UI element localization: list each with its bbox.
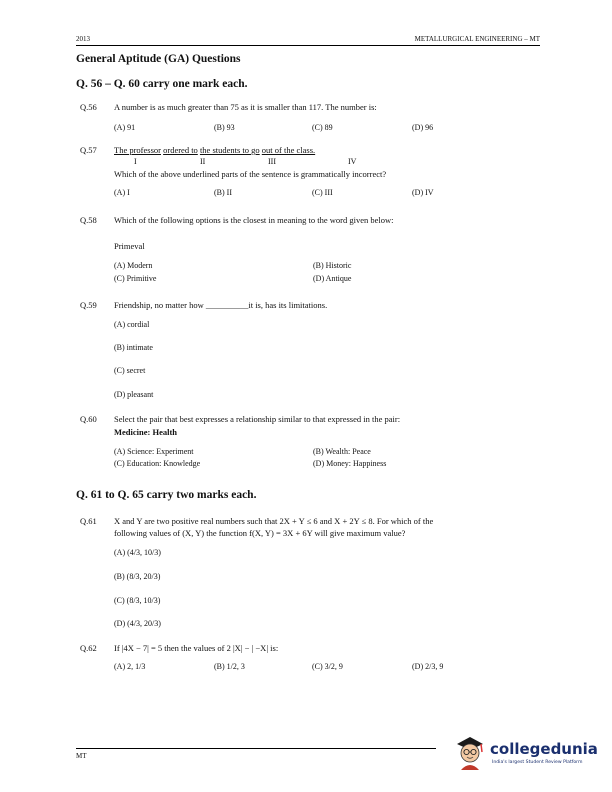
question-text-line-2: following values of (X, Y) the function f(X, Y) = 3X + 6Y will give maximum value? — [114, 528, 406, 538]
option-c: (C) (8/3, 10/3) — [114, 596, 161, 605]
option-a: (A) 91 — [114, 123, 136, 132]
numeral-1: I — [134, 157, 137, 166]
option-d: (D) (4/3, 20/3) — [114, 619, 161, 628]
option-d: (D) Antique — [313, 274, 352, 283]
header-paper: METALLURGICAL ENGINEERING – MT — [414, 35, 540, 43]
option-a: (A) 2, 1/3 — [114, 662, 146, 671]
option-b: (B) 93 — [214, 123, 235, 132]
header-rule — [76, 45, 540, 46]
section-marks-1: Q. 56 – Q. 60 carry one mark each. — [76, 78, 248, 90]
question-text: Which of the above underlined parts of the sentence is grammatically incorrect? — [114, 169, 387, 179]
option-b: (B) intimate — [114, 343, 153, 352]
numeral-4: IV — [348, 157, 357, 166]
option-a: (A) cordial — [114, 320, 150, 329]
option-c: (C) Education: Knowledge — [114, 459, 201, 468]
question-number: Q.57 — [80, 145, 97, 155]
question-number: Q.60 — [80, 414, 97, 424]
question-number: Q.58 — [80, 215, 97, 225]
section-title: General Aptitude (GA) Questions — [76, 53, 241, 65]
option-d: (D) IV — [412, 188, 434, 197]
question-text: Which of the following options is the closest in meaning to the word given below: — [114, 215, 394, 225]
underlined-part-4: out of the class. — [261, 145, 316, 155]
logo-wordmark: collegedunia — [490, 740, 598, 758]
option-b: (B) Historic — [313, 261, 352, 270]
question-text — [114, 300, 327, 310]
option-b: (B) Wealth: Peace — [313, 447, 371, 456]
question-text: Select the pair that best expresses a relationship similar to that expressed in the pair: — [114, 414, 401, 424]
question-number: Q.59 — [80, 300, 97, 310]
question-text: If |4X − 7| = 5 then the values of 2 |X| − | −X| is: — [114, 643, 279, 653]
option-b: (B) II — [214, 188, 232, 197]
question-text-start: Friendship, no matter how — [114, 300, 204, 310]
collegedunia-logo — [452, 732, 602, 772]
logo-tagline: India's largest Student Review Platform — [492, 760, 583, 765]
option-c: (C) III — [312, 188, 333, 197]
numeral-2: II — [200, 157, 206, 166]
question-number: Q.61 — [80, 516, 97, 526]
footer-rule — [76, 748, 436, 749]
underlined-part-2: ordered to — [163, 145, 198, 155]
option-d: (D) 2/3, 9 — [412, 662, 444, 671]
footer-code: MT — [76, 752, 87, 760]
student-mascot-icon — [452, 732, 488, 772]
option-d: (D) pleasant — [114, 390, 154, 399]
option-c: (C) Primitive — [114, 274, 157, 283]
section-marks-2: Q. 61 to Q. 65 carry two marks each. — [76, 489, 257, 501]
question-text: A number is as much greater than 75 as it is smaller than 117. The number is: — [114, 102, 377, 112]
question-text-line-1: X and Y are two positive real numbers such that 2X + Y ≤ 6 and X + 2Y ≤ 8. For which of the — [114, 516, 434, 526]
option-b: (B) 1/2, 3 — [214, 662, 245, 671]
option-b: (B) (8/3, 20/3) — [114, 572, 161, 581]
fill-blank: __________ — [205, 300, 249, 310]
underlined-part-1: The professor — [114, 145, 161, 155]
option-c: (C) 3/2, 9 — [312, 662, 343, 671]
numeral-3: III — [268, 157, 276, 166]
given-word: Primeval — [114, 241, 145, 251]
option-c: (C) secret — [114, 366, 146, 375]
header-year: 2013 — [76, 35, 90, 43]
question-sentence — [114, 145, 315, 155]
option-a: (A) (4/3, 10/3) — [114, 548, 161, 557]
question-number: Q.62 — [80, 643, 97, 653]
option-a: (A) I — [114, 188, 130, 197]
option-d: (D) 96 — [412, 123, 434, 132]
underlined-part-3: the students to go — [199, 145, 260, 155]
option-d: (D) Money: Happiness — [313, 459, 387, 468]
given-pair: Medicine: Health — [114, 427, 178, 437]
option-a: (A) Modern — [114, 261, 153, 270]
question-number: Q.56 — [80, 102, 97, 112]
option-a: (A) Science: Experiment — [114, 447, 194, 456]
option-c: (C) 89 — [312, 123, 333, 132]
question-text-end: it is, has its limitations. — [248, 300, 328, 310]
